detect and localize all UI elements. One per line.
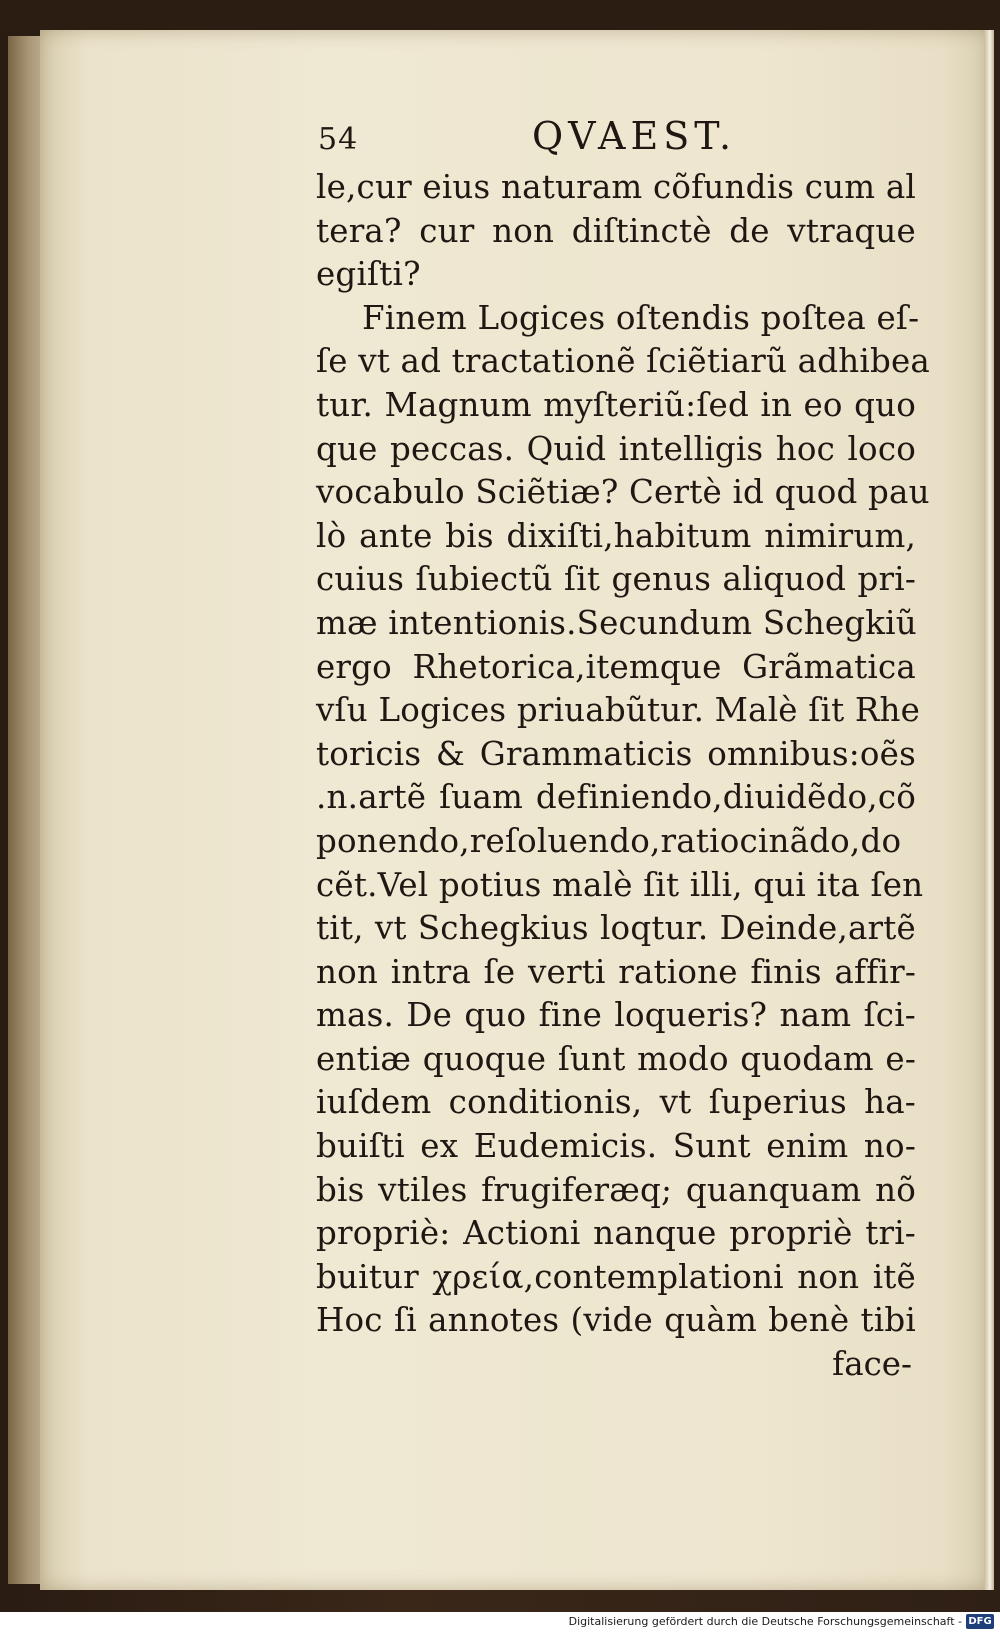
text-line: tur. Magnum myſteriũ:ſed in eo quo bbox=[316, 385, 916, 424]
text-line: propriè: Actioni nanque propriè tri- bbox=[316, 1214, 916, 1253]
scan-top-shadow bbox=[0, 0, 1000, 30]
text-line: que peccas. Quid intelligis hoc loco bbox=[316, 429, 916, 468]
text-line: Finem Logices oſtendis poſtea eſ- bbox=[362, 298, 920, 337]
text-line: tit, vt Schegkius loqtur. Deinde,artẽ bbox=[316, 909, 916, 948]
text-line: mas. De quo fine loqueris? nam ſci- bbox=[316, 996, 916, 1035]
text-line: vſu Logices priuabũtur. Malè ſit Rhe bbox=[316, 691, 921, 730]
page-text-block bbox=[316, 112, 930, 1387]
text-line: cẽt.Vel potius malè ſit illi, qui ita ſen bbox=[316, 865, 924, 904]
text-line: ponendo,reſoluendo,ratiocinãdo,do bbox=[316, 821, 902, 860]
text-line: bis vtiles frugiferæq; quanquam nõ bbox=[316, 1170, 916, 1209]
text-line: tera? cur non diſtinctè de vtraque bbox=[316, 211, 916, 250]
text-line: Hoc ſi annotes (vide quàm benè tibi bbox=[316, 1301, 916, 1340]
text-line: iuſdem conditionis, vt ſuperius ha- bbox=[316, 1083, 916, 1122]
text-line: buitur χρεία,contemplationi non itẽ bbox=[316, 1257, 916, 1296]
text-line: ſe vt ad tractationẽ ſciẽtiarũ adhibea bbox=[316, 342, 930, 381]
text-line: buiſti ex Eudemicis. Sunt enim no- bbox=[316, 1127, 916, 1166]
text-line: mæ intentionis.Secundum Schegkiũ bbox=[316, 603, 917, 642]
text-line: toricis & Grammaticis omnibus:oẽs bbox=[316, 734, 916, 773]
text-line: lò ante bis dixiſti,habitum nimirum, bbox=[316, 516, 916, 555]
text-line: .n.artẽ ſuam definiendo,diuidẽdo,cõ bbox=[316, 778, 916, 817]
text-line: ergo Rhetorica,itemque Grãmatica bbox=[316, 647, 916, 686]
page-number: 54 bbox=[318, 122, 359, 157]
text-line: le,cur eius naturam cõfundis cum al bbox=[316, 168, 916, 206]
text-line: entiæ quoque ſunt modo quodam e- bbox=[316, 1039, 916, 1078]
page-edge bbox=[984, 30, 994, 1590]
text-line: vocabulo Sciẽtiæ? Certè id quod pau bbox=[316, 473, 930, 512]
dfg-logo: DFG bbox=[966, 1614, 994, 1629]
page-header bbox=[316, 112, 916, 166]
catchword: face- bbox=[832, 1345, 912, 1384]
funding-credit: Digitalisierung gefördert durch die Deutsche Forschungsgemeinschaft - bbox=[568, 1615, 962, 1628]
running-head: QVAEST. bbox=[532, 114, 737, 158]
text-line: non intra ſe verti ratione finis affir- bbox=[316, 952, 916, 991]
digitization-footer bbox=[0, 1612, 1000, 1633]
text-line: cuius ſubiectũ ſit genus aliquod pri- bbox=[316, 560, 916, 599]
text-line: egiſti? bbox=[316, 255, 421, 294]
